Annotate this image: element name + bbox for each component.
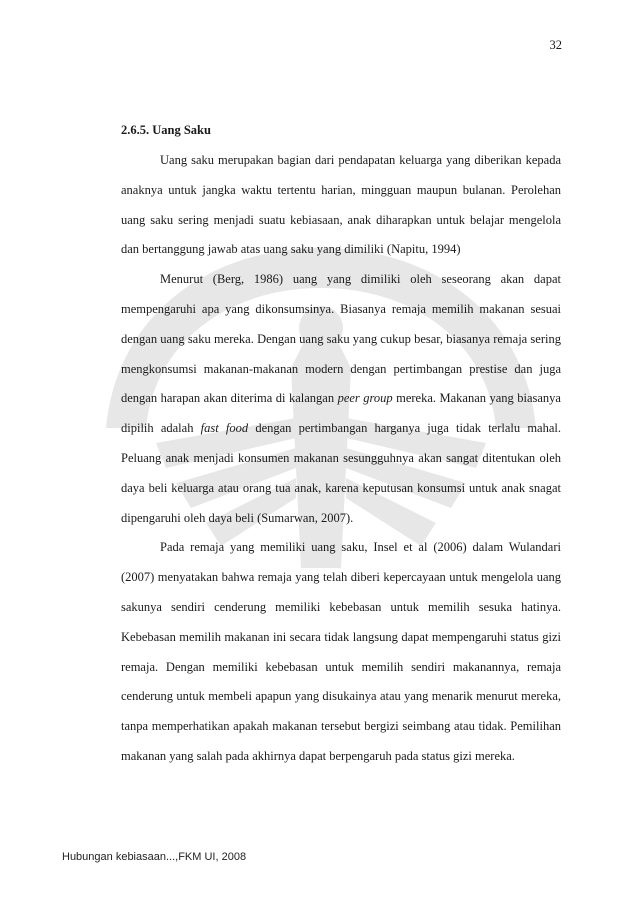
paragraph-text: mereka. Makanan yang biasanya dipilih adalah	[121, 391, 561, 436]
page-number: 32	[549, 38, 562, 52]
page-content	[121, 121, 561, 772]
body-paragraph	[121, 533, 561, 771]
paragraph-text: Uang saku merupakan bagian dari pendapatan keluarga yang diberikan kepada anaknya untuk jangka waktu tertentu harian, mingguan maupun bulanan. Perolehan uang saku sering menjadi suatu kebiasaan, anak diharapkan untuk belajar mengelola dan bertanggung jawab atas uang saku yang dimiliki (Napitu, 1994)	[121, 153, 561, 257]
page-footer: Hubungan kebiasaan...,FKM UI, 2008	[62, 851, 247, 863]
paragraph-text: dengan pertimbangan harganya juga tidak terlalu mahal. Peluang anak menjadi konsumen makanan sesungguhnya akan sangat ditentukan oleh daya beli keluarga atau orang tua anak, karena keputusan konsumsi untuk anak snagat dipengaruhi oleh daya beli (Sumarwan, 2007).	[121, 421, 561, 525]
body-paragraph	[121, 146, 561, 265]
section-heading: 2.6.5. Uang Saku	[121, 123, 211, 137]
section-body	[121, 146, 561, 772]
paragraph-text: Pada remaja yang memiliki uang saku, Insel et al (2006) dalam Wulandari (2007) menyatakan bahwa remaja yang telah diberi kepercayaan untuk mengelola uang sakunya sendiri cenderung memiliki kebebasan untuk memilih sesuka hatinya. Kebebasan memilih makanan ini secara tidak langsung dapat mempengaruhi status gizi remaja. Dengan memiliki kebebasan untuk memilih sendiri makanannya, remaja cenderung untuk membeli apapun yang disukainya atau yang menarik menurut mereka, tanpa memperhatikan apakah makanan tersebut bergizi seimbang atau tidak. Pemilihan makanan yang salah pada akhirnya dapat berpengaruh pada status gizi mereka.	[121, 540, 561, 763]
paragraph-text: Menurut (Berg, 1986) uang yang dimiliki oleh seseorang akan dapat mempengaruhi apa yang dikonsumsinya. Biasanya remaja memilih makanan sesuai dengan uang saku mereka. Dengan uang saku yang cukup besar, biasanya remaja sering mengkonsumsi makanan-makanan modern dengan pertimbangan prestise dan juga dengan harapan akan diterima di kalangan	[121, 272, 561, 406]
italic-term: fast food	[200, 421, 249, 436]
body-paragraph	[121, 265, 561, 533]
italic-term: peer group	[337, 391, 393, 406]
